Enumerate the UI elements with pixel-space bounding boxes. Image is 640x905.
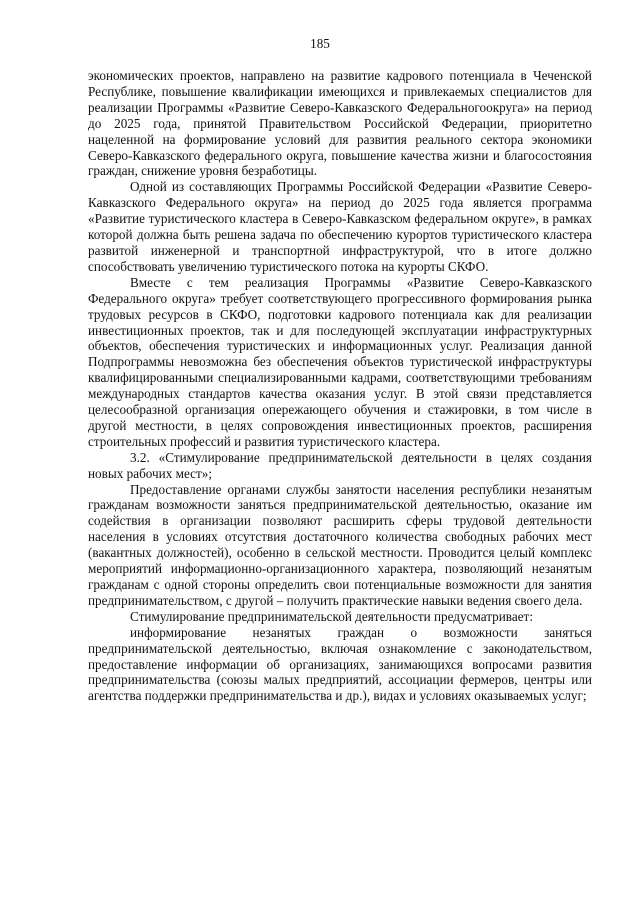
paragraph-6: информирование незанятых граждан о возможности заняться предпринимательской деятельностью, включая ознакомление с законодательством, предоставление информации об организациях, занимающихся вопросами развития предпринимательства (союзы малых предприятий, ассоциации фермеров, центры или агентства поддержки предпринимательства и др.), видах и условиях оказываемых услуг; (88, 624, 592, 704)
paragraph-2: Одной из составляющих Программы Российской Федерации «Развитие Северо-Кавказского Федерального округа» на период до 2025 года является программа «Развитие туристического кластера в Северо-Кавказском федеральном округе», в рамках которой должна быть решена задача по обеспечению курортов туристического кластера развитой инженерной и транспортной инфраструктурой, что в итоге должно способствовать увеличению туристического потока на курорты СКФО. (88, 179, 592, 274)
document-body (88, 68, 592, 704)
section-heading-3-2: 3.2. «Стимулирование предпринимательской деятельности в целях создания новых рабочих мест»; (88, 449, 592, 481)
page-number: 185 (310, 36, 330, 51)
paragraph-5: Стимулирование предпринимательской деятельности предусматривает: (130, 608, 533, 624)
paragraph-1: экономических проектов, направлено на развитие кадрового потенциала в Чеченской Республике, повышение квалификации имеющихся и привлекаемых специалистов для реализации Программы «Развитие Северо-Кавказского Федеральногоокруга» на период до 2025 года, принятой Правительством Российской Федерации, приоритетно нацеленной на формирование условий для развития реального сектора экономики Северо-Кавказского федерального округа, повышение качества жизни и благосостояния граждан, снижение уровня безработицы. (88, 68, 592, 179)
paragraph-4: Предоставление органами службы занятости населения республики незанятым гражданам возможности заняться предпринимательской деятельностью, оказание им содействия в организации позволяют расширить сферы трудовой деятельности населения в условиях отсутствия достаточного количества свободных рабочих мест (вакантных должностей), особенно в сельской местности. Проводится целый комплекс мероприятий информационно-организационного характера, позволяющий незанятым гражданам с одной стороны определить свои потенциальные возможности для занятия предпринимательством, с другой – получить практические навыки ведения своего дела. (88, 481, 592, 608)
paragraph-3: Вместе с тем реализация Программы «Развитие Северо-Кавказского Федерального округа» требует соответствующего прогрессивного формирования рынка трудовых ресурсов в СКФО, подготовки кадрового потенциала как для реализации инвестиционных проектов, так и для последующей эксплуатации инфраструктурных объектов, обеспечения туристических и информационных услуг. Реализация данной Подпрограммы невозможна без обеспечения объектов туристической инфраструктуры квалифицированными специализированными кадрами, соответствующими требованиям международных стандартов качества оказания услуг. В этой связи представляется целесообразной организация опережающего обучения и стажировки, в том числе в другой местности, в целях сопровождения инвестиционных проектов, расширения строительных профессий и развития туристического кластера. (88, 274, 592, 449)
